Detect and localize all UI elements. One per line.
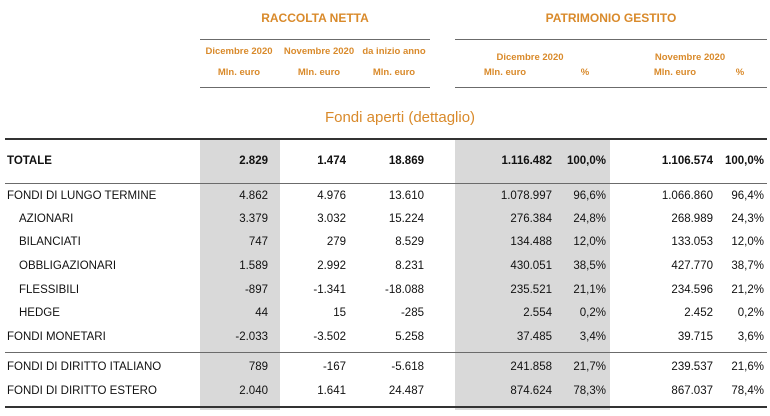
cell-pat-dic: 2.554 <box>523 307 552 319</box>
cell-dic: 1.589 <box>239 260 268 272</box>
cell-nov: -1.341 <box>313 284 346 296</box>
cell-pat-dic: 1.078.997 <box>500 190 552 202</box>
table-row-totale <box>0 150 770 172</box>
cell-pat-dic: 241.858 <box>510 361 552 373</box>
cell-pat-nov: 133.053 <box>671 236 713 248</box>
cell-ytd: 24.487 <box>388 385 424 397</box>
table-bottom-rule <box>5 406 767 408</box>
cell-dic: 789 <box>248 361 268 373</box>
cell-dic: 3.379 <box>239 213 268 225</box>
patrimonio-dic-period: Dicembre 2020 <box>496 52 564 63</box>
patrimonio-header-rule <box>455 87 767 88</box>
cell-pat-dic: 874.624 <box>510 385 552 397</box>
cell-pat-dic: 1.116.482 <box>501 155 552 167</box>
cell-dic: 2.829 <box>239 155 268 167</box>
cell-pat-dic-pct: 100,0% <box>566 155 606 167</box>
cell-nov: 3.032 <box>317 213 346 225</box>
cell-dic: -2.033 <box>235 331 268 343</box>
raccolta-dic-unit: Mln. euro <box>217 67 261 78</box>
row-label: HEDGE <box>19 307 60 319</box>
table-row-fondi-monetari <box>0 326 770 348</box>
cell-nov: 1.474 <box>317 155 346 167</box>
cell-nov: -167 <box>322 361 346 373</box>
cell-pat-dic-pct: 12,0% <box>573 236 606 248</box>
cell-pat-nov: 427.770 <box>671 260 713 272</box>
cell-pat-nov: 867.037 <box>671 385 713 397</box>
patrimonio-gestito-title: PATRIMONIO GESTITO <box>545 11 677 25</box>
cell-pat-nov: 234.596 <box>671 284 713 296</box>
table-row-hedge <box>0 302 770 324</box>
row-label: FONDI MONETARI <box>7 331 106 343</box>
row-label: TOTALE <box>7 155 52 167</box>
table-row-obbligazionari <box>0 255 770 277</box>
patrimonio-nov-period: Novembre 2020 <box>654 52 726 63</box>
cell-pat-nov-pct: 21,6% <box>731 361 764 373</box>
row-label: OBBLIGAZIONARI <box>19 260 117 272</box>
cell-dic: 747 <box>248 236 268 248</box>
raccolta-nov-period: Novembre 2020 <box>283 46 355 57</box>
cell-pat-dic-pct: 21,1% <box>573 284 606 296</box>
raccolta-ytd-period: da inizio anno <box>362 46 426 57</box>
cell-pat-dic: 37.485 <box>516 331 552 343</box>
fondi-aperti-banner: Fondi aperti (dettaglio) <box>324 109 476 126</box>
cell-pat-nov: 268.989 <box>671 213 713 225</box>
cell-pat-dic-pct: 21,7% <box>573 361 606 373</box>
cell-nov: 15 <box>333 307 346 319</box>
cell-pat-nov: 2.452 <box>684 307 713 319</box>
cell-pat-nov: 1.066.860 <box>661 190 713 202</box>
table-row-bilanciati <box>0 231 770 253</box>
cell-pat-nov-pct: 24,3% <box>731 213 764 225</box>
cell-pat-nov-pct: 21,2% <box>731 284 764 296</box>
patrimonio-top-rule <box>455 39 767 40</box>
cell-ytd: 18.869 <box>388 155 424 167</box>
table-row-fondi-di-diritto-estero <box>0 380 770 402</box>
cell-nov: -3.502 <box>313 331 346 343</box>
cell-dic: 2.040 <box>239 385 268 397</box>
cell-pat-dic: 430.051 <box>510 260 552 272</box>
patrimonio-dic-pct-header: % <box>580 67 590 78</box>
patrimonio-nov-pct-header: % <box>735 67 745 78</box>
row-label: FONDI DI DIRITTO ESTERO <box>7 385 157 397</box>
cell-pat-dic: 235.521 <box>510 284 552 296</box>
row-label: BILANCIATI <box>19 236 81 248</box>
table-top-rule <box>5 138 767 140</box>
raccolta-top-rule <box>200 39 430 40</box>
raccolta-nov-unit: Mln. euro <box>297 67 341 78</box>
table-row-fondi-di-lungo-termine <box>0 185 770 207</box>
after-monetari-rule <box>5 352 767 353</box>
row-label: FLESSIBILI <box>19 284 80 296</box>
cell-ytd: 13.610 <box>388 190 424 202</box>
raccolta-header-rule <box>200 87 430 88</box>
table-row-flessibili <box>0 279 770 301</box>
table-row-fondi-di-diritto-italiano <box>0 356 770 378</box>
cell-nov: 279 <box>326 236 346 248</box>
cell-pat-dic-pct: 0,2% <box>579 307 606 319</box>
cell-pat-dic-pct: 24,8% <box>573 213 606 225</box>
cell-dic: 44 <box>255 307 268 319</box>
cell-pat-nov-pct: 100,0% <box>724 155 764 167</box>
cell-ytd: 15.224 <box>388 213 424 225</box>
row-label: FONDI DI LUNGO TERMINE <box>7 190 157 202</box>
cell-pat-nov-pct: 0,2% <box>737 307 764 319</box>
cell-pat-nov-pct: 12,0% <box>731 236 764 248</box>
cell-pat-dic-pct: 78,3% <box>573 385 606 397</box>
cell-pat-dic-pct: 3,4% <box>579 331 606 343</box>
patrimonio-nov-unit: Mln. euro <box>653 67 697 78</box>
cell-pat-dic-pct: 96,6% <box>573 190 606 202</box>
patrimonio-dic-unit: Mln. euro <box>483 67 527 78</box>
row-label: FONDI DI DIRITTO ITALIANO <box>7 361 162 373</box>
cell-pat-nov: 239.537 <box>671 361 713 373</box>
cell-dic: -897 <box>244 284 268 296</box>
row-label: AZIONARI <box>19 213 74 225</box>
cell-nov: 2.992 <box>317 260 346 272</box>
after-totale-rule <box>5 183 767 184</box>
cell-pat-nov-pct: 78,4% <box>731 385 764 397</box>
cell-pat-nov-pct: 3,6% <box>737 331 764 343</box>
cell-ytd: 8.529 <box>395 236 424 248</box>
cell-pat-nov-pct: 38,7% <box>731 260 764 272</box>
cell-dic: 4.862 <box>239 190 268 202</box>
cell-pat-nov: 39.715 <box>677 331 713 343</box>
raccolta-ytd-unit: Mln. euro <box>372 67 416 78</box>
table-row-azionari <box>0 208 770 230</box>
cell-pat-dic: 134.488 <box>510 236 552 248</box>
cell-pat-nov-pct: 96,4% <box>731 190 764 202</box>
cell-pat-nov: 1.106.574 <box>661 155 713 167</box>
cell-ytd: -18.088 <box>384 284 424 296</box>
cell-nov: 4.976 <box>317 190 346 202</box>
cell-nov: 1.641 <box>317 385 346 397</box>
cell-pat-dic-pct: 38,5% <box>573 260 606 272</box>
raccolta-netta-title: RACCOLTA NETTA <box>261 11 369 25</box>
cell-ytd: 5.258 <box>395 331 424 343</box>
cell-ytd: -285 <box>400 307 424 319</box>
raccolta-dic-period: Dicembre 2020 <box>205 46 273 57</box>
cell-ytd: 8.231 <box>395 260 424 272</box>
cell-ytd: -5.618 <box>391 361 424 373</box>
cell-pat-dic: 276.384 <box>510 213 552 225</box>
